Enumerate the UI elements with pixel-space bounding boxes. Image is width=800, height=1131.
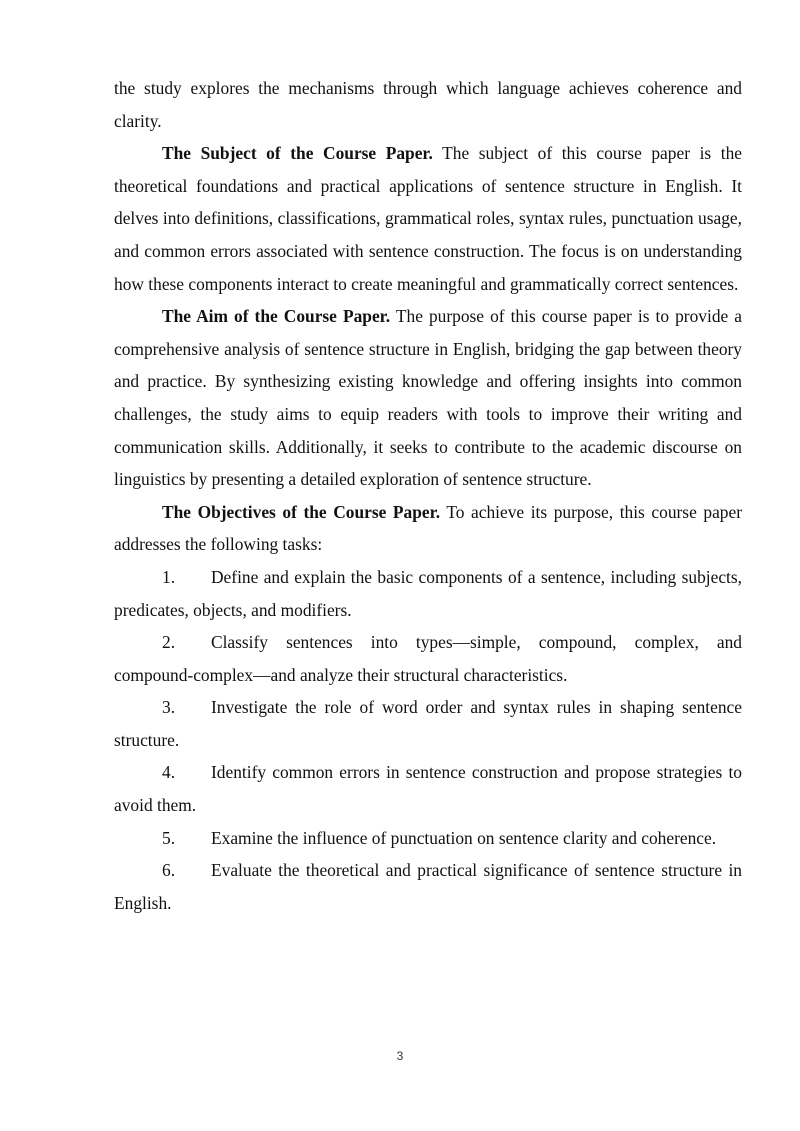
task-number: 5. <box>162 827 176 848</box>
subject-text: The subject of this course paper is the theoretical foundations and practical applications of sentence structure in English. It delves into definitions, classifications, grammatical roles, syntax rules, punctuation usage, and common errors associated with sentence construction. The focus is on understanding how these components interact to create meaningful and grammatically correct sentences. <box>114 143 742 294</box>
task-item <box>114 626 742 691</box>
task-item <box>114 756 742 821</box>
task-text: Define and explain the basic components of a sentence, including subjects, predicates, objects, and modifiers. <box>114 566 742 620</box>
task-text: Examine the influence of punctuation on sentence clarity and coherence. <box>211 827 717 848</box>
task-text: Identify common errors in sentence construction and propose strategies to avoid them. <box>114 762 742 816</box>
task-item <box>114 691 742 756</box>
task-number: 3. <box>162 697 176 718</box>
aim-heading: The Aim of the Course Paper. <box>162 306 391 327</box>
task-item <box>114 854 742 919</box>
page-number: 3 <box>396 1049 404 1063</box>
document-page <box>114 72 742 919</box>
aim-paragraph <box>114 300 742 496</box>
subject-paragraph <box>114 137 742 300</box>
task-text: Investigate the role of word order and syntax rules in shaping sentence structure. <box>114 697 742 750</box>
subject-heading: The Subject of the Course Paper. <box>162 143 433 164</box>
task-number: 1. <box>162 566 176 587</box>
task-number: 6. <box>162 860 176 881</box>
task-number: 2. <box>162 632 176 653</box>
objectives-text: To achieve its purpose, this course paper addresses the following tasks: <box>114 501 742 555</box>
aim-text: The purpose of this course paper is to provide a comprehensive analysis of sentence structure in English, bridging the gap between theory and practice. By synthesizing existing knowledge and offering insights into common challenges, the study aims to equip readers with tools to improve their writing and communication skills. Additionally, it seeks to contribute to the academic discourse on linguistics by presenting a detailed exploration of sentence structure. <box>114 306 742 490</box>
objectives-paragraph <box>114 496 742 561</box>
task-text: Evaluate the theoretical and practical significance of sentence structure in English. <box>114 860 742 913</box>
task-item <box>114 822 742 855</box>
task-item <box>114 561 742 626</box>
opening-paragraph: the study explores the mechanisms through which language achieves coherence and clarity. <box>114 78 742 131</box>
task-number: 4. <box>162 762 176 783</box>
task-text: Classify sentences into types—simple, compound, complex, and compound-complex—and analyze their structural characteristics. <box>114 632 742 685</box>
objectives-heading: The Objectives of the Course Paper. <box>162 501 441 522</box>
